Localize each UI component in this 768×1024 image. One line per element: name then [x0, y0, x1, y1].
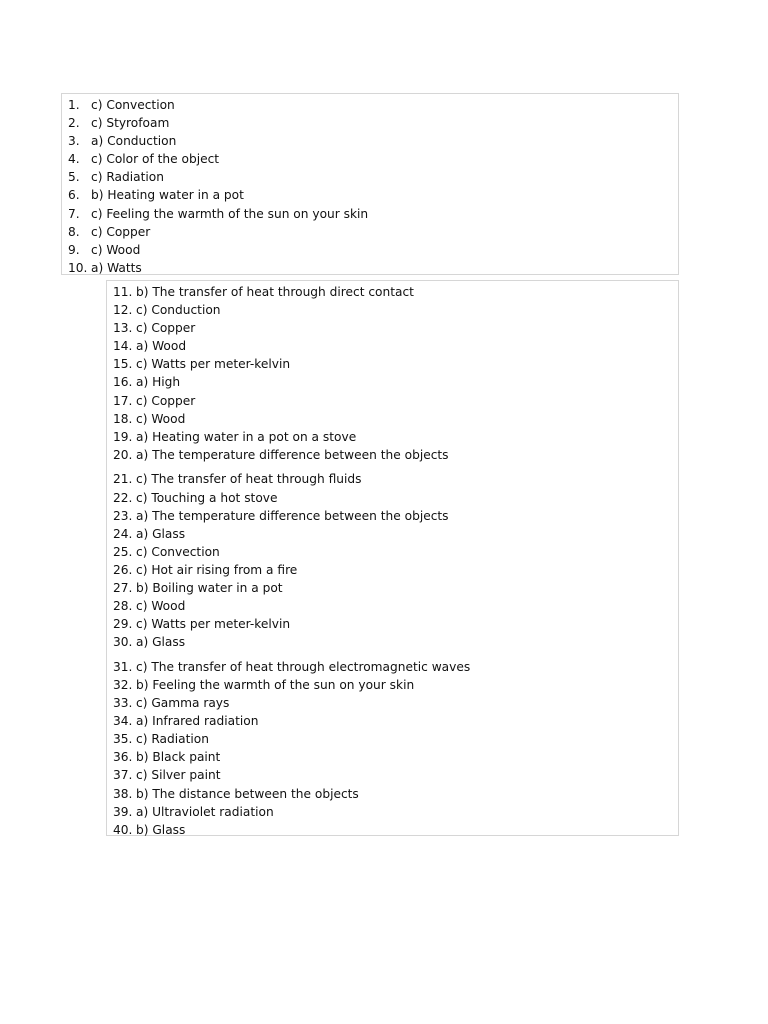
- list-item: [113, 373, 678, 391]
- list-item: [113, 446, 678, 464]
- item-answer: c) Copper: [136, 321, 196, 336]
- list-item: [113, 470, 678, 488]
- list-item: [68, 223, 678, 241]
- item-number: 34.: [113, 714, 133, 729]
- item-number: 27.: [113, 581, 133, 595]
- answer-list-box-2: [106, 280, 679, 836]
- item-number: 12.: [113, 303, 133, 318]
- item-answer: c) Feeling the warmth of the sun on your skin: [91, 206, 369, 221]
- item-answer: c) Silver paint: [136, 768, 221, 783]
- item-number: 25.: [113, 544, 133, 559]
- list-item: [113, 712, 678, 730]
- list-item: [68, 259, 678, 277]
- item-number: 15.: [113, 357, 133, 372]
- item-number: 40.: [113, 822, 133, 837]
- item-answer: b) The distance between the objects: [136, 786, 359, 801]
- list-item: [113, 658, 678, 676]
- item-answer: a) The temperature difference between the objects: [136, 447, 449, 462]
- item-number: 39.: [113, 804, 133, 819]
- item-number: 17.: [113, 393, 133, 408]
- list-item: [113, 319, 678, 337]
- item-number: 37.: [113, 768, 133, 783]
- item-answer: a) Wood: [136, 339, 187, 354]
- list-item: [68, 114, 678, 132]
- list-item: [113, 392, 678, 410]
- item-answer: c) Copper: [91, 224, 151, 239]
- item-answer: c) Gamma rays: [136, 696, 230, 711]
- item-answer: c) Watts per meter-kelvin: [136, 357, 291, 372]
- list-item: [113, 355, 678, 373]
- list-item: [113, 730, 678, 748]
- list-item: [113, 489, 678, 507]
- item-number: 18.: [113, 411, 133, 426]
- list-item: [113, 507, 678, 525]
- item-number: 21.: [113, 472, 133, 487]
- item-number: 10.: [68, 260, 88, 275]
- item-number: 2.: [68, 116, 80, 131]
- list-item: [68, 150, 678, 168]
- item-number: 26.: [113, 562, 133, 577]
- item-number: 28.: [113, 599, 133, 614]
- item-number: 24.: [113, 526, 133, 541]
- item-number: 33.: [113, 696, 133, 711]
- item-answer: b) The transfer of heat through direct contact: [136, 285, 414, 299]
- item-answer: c) Radiation: [91, 170, 164, 185]
- item-answer: a) Infrared radiation: [136, 714, 259, 729]
- item-answer: c) Watts per meter-kelvin: [136, 617, 291, 632]
- list-item: [113, 821, 678, 839]
- item-number: 11.: [113, 285, 133, 299]
- item-answer: a) Glass: [136, 635, 186, 650]
- list-item: [113, 579, 678, 597]
- item-number: 13.: [113, 321, 133, 336]
- list-item: [113, 615, 678, 633]
- list-item: [113, 633, 678, 651]
- list-item: [113, 428, 678, 446]
- answer-list-box-1: [61, 93, 679, 275]
- item-number: 20.: [113, 447, 133, 462]
- item-answer: c) Wood: [136, 599, 186, 614]
- list-item: [68, 205, 678, 223]
- list-item: [113, 803, 678, 821]
- list-item: [113, 748, 678, 766]
- list-item: [113, 561, 678, 579]
- list-item: [113, 543, 678, 561]
- item-answer: c) Conduction: [136, 303, 221, 318]
- item-number: 19.: [113, 429, 133, 444]
- list-item: [113, 766, 678, 784]
- item-answer: c) Wood: [91, 242, 141, 257]
- list-item: [113, 337, 678, 355]
- item-answer: c) Touching a hot stove: [136, 490, 278, 505]
- item-answer: c) Wood: [136, 411, 186, 426]
- item-answer: b) Feeling the warmth of the sun on your skin: [136, 677, 415, 692]
- item-number: 4.: [68, 152, 80, 167]
- item-answer: c) The transfer of heat through electromagnetic waves: [136, 659, 471, 674]
- item-number: 31.: [113, 659, 133, 674]
- list-item: [113, 525, 678, 543]
- item-answer: a) Watts: [91, 260, 142, 275]
- list-item: [113, 597, 678, 615]
- item-answer: c) Radiation: [136, 732, 209, 747]
- item-answer: a) The temperature difference between the objects: [136, 508, 449, 523]
- answer-list-2: [113, 283, 678, 839]
- item-number: 8.: [68, 224, 80, 239]
- item-number: 5.: [68, 170, 80, 185]
- item-answer: b) Glass: [136, 822, 186, 837]
- list-item: [68, 132, 678, 150]
- list-item: [113, 410, 678, 428]
- item-number: 7.: [68, 206, 80, 221]
- item-answer: a) Conduction: [91, 134, 177, 149]
- list-item: [68, 241, 678, 259]
- item-number: 3.: [68, 134, 80, 149]
- list-item: [68, 96, 678, 114]
- item-answer: c) Hot air rising from a fire: [136, 562, 298, 577]
- list-item: [113, 676, 678, 694]
- item-number: 1.: [68, 98, 80, 112]
- item-number: 35.: [113, 732, 133, 747]
- item-number: 9.: [68, 242, 80, 257]
- item-answer: b) Heating water in a pot: [91, 188, 244, 203]
- item-answer: c) Styrofoam: [91, 116, 170, 131]
- item-number: 6.: [68, 188, 80, 203]
- item-number: 23.: [113, 508, 133, 523]
- list-item: [113, 785, 678, 803]
- item-number: 29.: [113, 617, 133, 632]
- item-answer: a) Glass: [136, 526, 186, 541]
- item-number: 16.: [113, 375, 133, 390]
- item-answer: b) Black paint: [136, 750, 221, 765]
- item-number: 14.: [113, 339, 133, 354]
- list-item: [113, 283, 678, 301]
- item-number: 38.: [113, 786, 133, 801]
- item-answer: a) Ultraviolet radiation: [136, 804, 274, 819]
- list-item: [113, 301, 678, 319]
- item-answer: c) Copper: [136, 393, 196, 408]
- item-answer: c) Color of the object: [91, 152, 220, 167]
- item-answer: c) The transfer of heat through fluids: [136, 472, 362, 487]
- item-answer: c) Convection: [91, 98, 175, 112]
- item-number: 36.: [113, 750, 133, 765]
- list-item: [68, 186, 678, 204]
- answer-list-1: [68, 96, 678, 277]
- item-answer: c) Convection: [136, 544, 220, 559]
- item-number: 32.: [113, 677, 133, 692]
- item-answer: b) Boiling water in a pot: [136, 581, 283, 595]
- item-number: 30.: [113, 635, 133, 650]
- list-item: [68, 168, 678, 186]
- item-number: 22.: [113, 490, 133, 505]
- item-answer: a) High: [136, 375, 181, 390]
- item-answer: a) Heating water in a pot on a stove: [136, 429, 357, 444]
- list-item: [113, 694, 678, 712]
